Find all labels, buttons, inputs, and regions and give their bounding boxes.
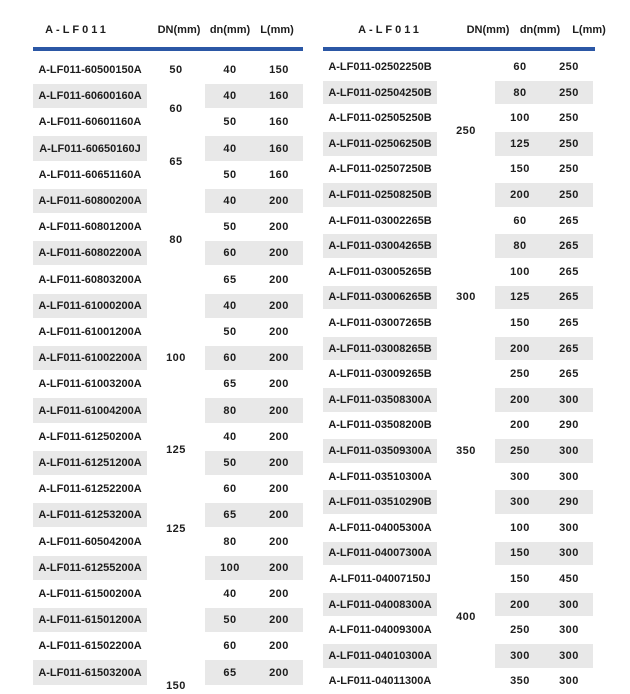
model-cell: A-LF011-60803200A	[38, 273, 142, 286]
table-row	[323, 669, 595, 694]
l-value: 200	[269, 325, 289, 338]
l-value: 250	[559, 188, 579, 201]
model-cell: A-LF011-02502250B	[328, 60, 432, 73]
l-value: 300	[559, 649, 579, 662]
model-cell: A-LF011-60802200A	[33, 241, 147, 265]
dn-l-cell-group	[495, 414, 593, 438]
l-value: 150	[269, 63, 289, 76]
dn-value: 40	[223, 430, 237, 443]
dn-l-cell-group	[495, 132, 593, 156]
table-row	[33, 319, 303, 345]
model-cell: A-LF011-04007300A	[323, 542, 437, 566]
col-header-dn-outer: DN(mm)	[157, 24, 201, 36]
model-cell: A-LF011-60650160J	[33, 136, 147, 160]
model-cell: A-LF011-60800200A	[33, 189, 147, 213]
model-cell: A-LF011-61250200A	[38, 430, 142, 443]
dn-l-cell-group	[205, 320, 303, 344]
dn-value: 250	[510, 368, 530, 381]
dn-value: 40	[223, 90, 237, 103]
l-value: 250	[559, 163, 579, 176]
dn-value: 65	[223, 273, 237, 286]
dn-l-cell-group	[205, 608, 303, 632]
l-value: 200	[269, 666, 289, 679]
l-value: 300	[559, 444, 579, 457]
dn-group-label: 50	[169, 64, 183, 76]
dn-value: 50	[223, 325, 237, 338]
dn-value: 300	[510, 470, 530, 483]
col-header-length: L(mm)	[260, 24, 294, 36]
dn-value: 60	[513, 214, 527, 227]
dn-group-label: 350	[456, 445, 476, 457]
dn-l-cell-group	[205, 294, 303, 318]
dn-l-cell-group	[205, 372, 303, 396]
header-rule	[33, 47, 303, 51]
dn-l-cell-group	[495, 106, 593, 130]
dn-group-label: 125	[166, 522, 186, 535]
table-row	[33, 371, 303, 397]
dn-value: 65	[223, 509, 237, 522]
l-value: 200	[269, 273, 289, 286]
model-cell: A-LF011-61002200A	[33, 346, 147, 370]
model-cell: A-LF011-03508300A	[323, 388, 437, 412]
l-value: 200	[269, 404, 289, 417]
l-value: 250	[559, 86, 579, 99]
dn-value: 60	[223, 247, 237, 260]
model-cell: A-LF011-02505250B	[328, 112, 432, 125]
col-header-dn-inner: dn(mm)	[519, 24, 561, 36]
dn-value: 150	[510, 572, 530, 585]
model-cell: A-LF011-60601160A	[38, 116, 142, 129]
table-row	[33, 633, 303, 659]
dn-l-cell-group	[205, 529, 303, 553]
dn-value: 50	[223, 456, 237, 469]
model-cell: A-LF011-61003200A	[38, 378, 142, 391]
dn-l-cell-group	[495, 55, 593, 79]
model-cell: A-LF011-60600160A	[33, 84, 147, 108]
dn-group-label: 80	[169, 234, 183, 247]
dn-value: 65	[223, 378, 237, 391]
l-value: 200	[269, 640, 289, 653]
l-value: 250	[559, 112, 579, 125]
model-cell: A-LF011-03508200B	[328, 419, 432, 432]
dn-value: 300	[510, 496, 530, 509]
model-cell: A-LF011-61500200A	[38, 587, 142, 600]
dn-value: 125	[510, 137, 530, 150]
dn-l-cell-group	[495, 158, 593, 182]
dn-l-cell-group	[205, 451, 303, 475]
dn-l-cell-group	[495, 490, 593, 514]
l-value: 160	[269, 116, 289, 129]
dn-value: 200	[510, 393, 530, 406]
model-cell: A-LF011-61503200A	[33, 660, 147, 684]
table-row	[323, 387, 595, 413]
l-value: 290	[559, 419, 579, 432]
l-value: 300	[559, 598, 579, 611]
model-cell: A-LF011-04009300A	[328, 624, 432, 637]
dn-l-cell-group	[205, 163, 303, 187]
dn-value: 300	[510, 649, 530, 662]
dn-group-label: 250	[456, 125, 476, 137]
dn-l-cell-group	[495, 593, 593, 617]
dn-l-cell-group	[205, 58, 303, 82]
l-value: 200	[269, 614, 289, 627]
table-row	[323, 489, 595, 515]
table-row	[323, 80, 595, 106]
dn-l-cell-group	[495, 337, 593, 361]
model-cell: A-LF011-03002265B	[328, 214, 432, 227]
l-value: 200	[269, 483, 289, 496]
dn-value: 100	[510, 112, 530, 125]
dn-value: 40	[223, 142, 237, 155]
model-cell: A-LF011-04005300A	[328, 521, 432, 534]
dn-l-cell-group	[205, 110, 303, 134]
model-cell: A-LF011-03007265B	[328, 316, 432, 329]
table-row	[323, 361, 595, 387]
table-row	[33, 188, 303, 214]
l-value: 160	[269, 168, 289, 181]
l-value: 200	[269, 194, 289, 207]
table-row	[323, 259, 595, 285]
dn-value: 60	[223, 640, 237, 653]
dn-value: 250	[510, 444, 530, 457]
dn-l-cell-group	[495, 81, 593, 105]
dn-value: 60	[223, 352, 237, 365]
dn-l-cell-group	[495, 516, 593, 540]
table-row	[33, 293, 303, 319]
dn-value: 100	[510, 265, 530, 278]
dn-l-cell-group	[205, 215, 303, 239]
model-cell: A-LF011-61502200A	[38, 640, 142, 653]
table-row	[323, 233, 595, 259]
dn-value: 40	[223, 587, 237, 600]
table-row	[33, 266, 303, 292]
dn-l-cell-group	[495, 644, 593, 668]
model-cell: A-LF011-03004265B	[323, 234, 437, 258]
dn-group-label: 125	[166, 443, 186, 456]
dn-value: 350	[510, 675, 530, 688]
dn-l-cell-group	[205, 398, 303, 422]
model-cell: A-LF011-61001200A	[38, 325, 142, 338]
dn-l-cell-group	[205, 84, 303, 108]
dn-value: 200	[510, 188, 530, 201]
col-header-length: L(mm)	[572, 24, 606, 36]
dn-l-cell-group	[205, 267, 303, 291]
model-cell: A-LF011-61501200A	[33, 608, 147, 632]
dn-l-cell-group	[205, 241, 303, 265]
model-cell: A-LF011-61255200A	[33, 556, 147, 580]
l-value: 200	[269, 561, 289, 574]
l-value: 200	[269, 247, 289, 260]
model-cell: A-LF011-60500150A	[38, 63, 142, 76]
l-value: 250	[559, 60, 579, 73]
dn-value: 80	[513, 86, 527, 99]
model-cell: A-LF011-03510290B	[323, 490, 437, 514]
model-cell: A-LF011-02504250B	[323, 81, 437, 105]
l-value: 200	[269, 535, 289, 548]
l-value: 200	[269, 221, 289, 234]
l-value: 300	[559, 393, 579, 406]
dn-value: 250	[510, 624, 530, 637]
l-value: 200	[269, 456, 289, 469]
table-row	[323, 515, 595, 541]
dn-group-label: 400	[456, 611, 476, 624]
model-cell: A-LF011-03009265B	[328, 368, 432, 381]
dn-value: 40	[223, 63, 237, 76]
dn-l-cell-group	[205, 660, 303, 684]
dn-l-cell-group	[205, 346, 303, 370]
dn-value: 60	[513, 60, 527, 73]
spec-table-right	[323, 0, 606, 694]
l-value: 300	[559, 675, 579, 688]
l-value: 160	[269, 90, 289, 103]
dn-value: 150	[510, 547, 530, 560]
col-header-model: A-LF011	[358, 24, 422, 36]
l-value: 300	[559, 470, 579, 483]
header-rule	[323, 47, 595, 51]
l-value: 265	[559, 291, 579, 304]
table-row	[323, 208, 595, 234]
dn-value: 200	[510, 419, 530, 432]
model-cell: A-LF011-03008265B	[323, 337, 437, 361]
dn-value: 50	[223, 168, 237, 181]
dn-group-label: 300	[456, 291, 476, 304]
dn-value: 65	[223, 666, 237, 679]
l-value: 200	[269, 430, 289, 443]
model-cell: A-LF011-61004200A	[33, 398, 147, 422]
table-row	[323, 310, 595, 336]
table-row	[33, 555, 303, 581]
model-cell: A-LF011-03006265B	[323, 286, 437, 310]
dn-l-cell-group	[205, 582, 303, 606]
dn-value: 50	[223, 614, 237, 627]
dn-value: 40	[223, 194, 237, 207]
dn-group-label: 60	[169, 103, 183, 116]
dn-l-cell-group	[495, 234, 593, 258]
l-value: 265	[559, 368, 579, 381]
dn-value: 40	[223, 299, 237, 312]
table-row	[323, 413, 595, 439]
model-cell: A-LF011-04007150J	[329, 572, 431, 585]
l-value: 160	[269, 142, 289, 155]
dn-l-cell-group	[205, 556, 303, 580]
model-cell: A-LF011-04011300A	[328, 675, 432, 688]
col-header-model: A-LF011	[45, 24, 109, 36]
dn-group-label: 150	[166, 679, 186, 692]
model-cell: A-LF011-61252200A	[38, 483, 142, 496]
dn-value: 50	[223, 221, 237, 234]
l-value: 200	[269, 299, 289, 312]
model-cell: A-LF011-03005265B	[328, 265, 432, 278]
model-cell: A-LF011-61253200A	[33, 503, 147, 527]
l-value: 290	[559, 496, 579, 509]
model-cell: A-LF011-02506250B	[323, 132, 437, 156]
dn-l-cell-group	[495, 183, 593, 207]
table-row	[323, 182, 595, 208]
dn-value: 125	[510, 291, 530, 304]
dn-l-cell-group	[495, 311, 593, 335]
l-value: 200	[269, 509, 289, 522]
dn-value: 80	[223, 535, 237, 548]
l-value: 300	[559, 521, 579, 534]
table-row	[323, 336, 595, 362]
model-cell: A-LF011-02507250B	[328, 163, 432, 176]
dn-l-cell-group	[495, 439, 593, 463]
dn-l-cell-group	[495, 618, 593, 642]
dn-l-cell-group	[495, 388, 593, 412]
l-value: 265	[559, 240, 579, 253]
model-cell: A-LF011-03509300A	[323, 439, 437, 463]
l-value: 265	[559, 214, 579, 227]
dn-value: 150	[510, 163, 530, 176]
l-value: 265	[559, 316, 579, 329]
col-header-dn-outer: DN(mm)	[466, 24, 510, 36]
dn-l-cell-group	[495, 362, 593, 386]
dn-value: 200	[510, 598, 530, 611]
model-cell: A-LF011-04010300A	[323, 644, 437, 668]
dn-l-cell-group	[495, 286, 593, 310]
l-value: 300	[559, 547, 579, 560]
dn-value: 60	[223, 483, 237, 496]
dn-group-label: 65	[169, 155, 183, 168]
dn-l-cell-group	[495, 670, 593, 694]
dn-value: 100	[220, 561, 240, 574]
model-cell: A-LF011-03510300A	[328, 470, 432, 483]
dn-value: 80	[513, 240, 527, 253]
spec-table-left	[33, 0, 303, 694]
table-row	[323, 464, 595, 490]
dn-l-cell-group	[495, 260, 593, 284]
l-value: 200	[269, 378, 289, 391]
dn-l-cell-group	[205, 136, 303, 160]
dn-value: 80	[223, 404, 237, 417]
dn-value: 50	[223, 116, 237, 129]
l-value: 250	[559, 137, 579, 150]
l-value: 200	[269, 352, 289, 365]
dn-l-cell-group	[495, 465, 593, 489]
dn-l-cell-group	[205, 189, 303, 213]
table-row	[323, 643, 595, 669]
dn-l-cell-group	[495, 209, 593, 233]
table-row	[323, 54, 595, 80]
model-cell: A-LF011-60801200A	[38, 221, 142, 234]
col-header-dn-inner: dn(mm)	[209, 24, 251, 36]
model-cell: A-LF011-61000200A	[33, 294, 147, 318]
dn-value: 200	[510, 342, 530, 355]
table-row	[323, 541, 595, 567]
dn-value: 100	[510, 521, 530, 534]
table-row	[33, 607, 303, 633]
model-cell: A-LF011-04008300A	[323, 593, 437, 617]
dn-l-cell-group	[205, 503, 303, 527]
dn-l-cell-group	[205, 634, 303, 658]
dn-value: 150	[510, 316, 530, 329]
dn-l-cell-group	[205, 477, 303, 501]
model-cell: A-LF011-02508250B	[323, 183, 437, 207]
model-cell: A-LF011-60651160A	[38, 168, 142, 181]
dn-l-cell-group	[205, 425, 303, 449]
table-row	[323, 566, 595, 592]
l-value: 200	[269, 587, 289, 600]
l-value: 265	[559, 342, 579, 355]
dn-l-cell-group	[495, 567, 593, 591]
table-row	[33, 476, 303, 502]
table-row	[323, 157, 595, 183]
l-value: 300	[559, 624, 579, 637]
table-row	[33, 581, 303, 607]
dn-group-label: 100	[166, 352, 186, 365]
model-cell: A-LF011-61251200A	[33, 451, 147, 475]
dn-l-cell-group	[495, 542, 593, 566]
l-value: 265	[559, 265, 579, 278]
table-row	[33, 397, 303, 423]
model-cell: A-LF011-60504200A	[38, 535, 142, 548]
l-value: 450	[559, 572, 579, 585]
